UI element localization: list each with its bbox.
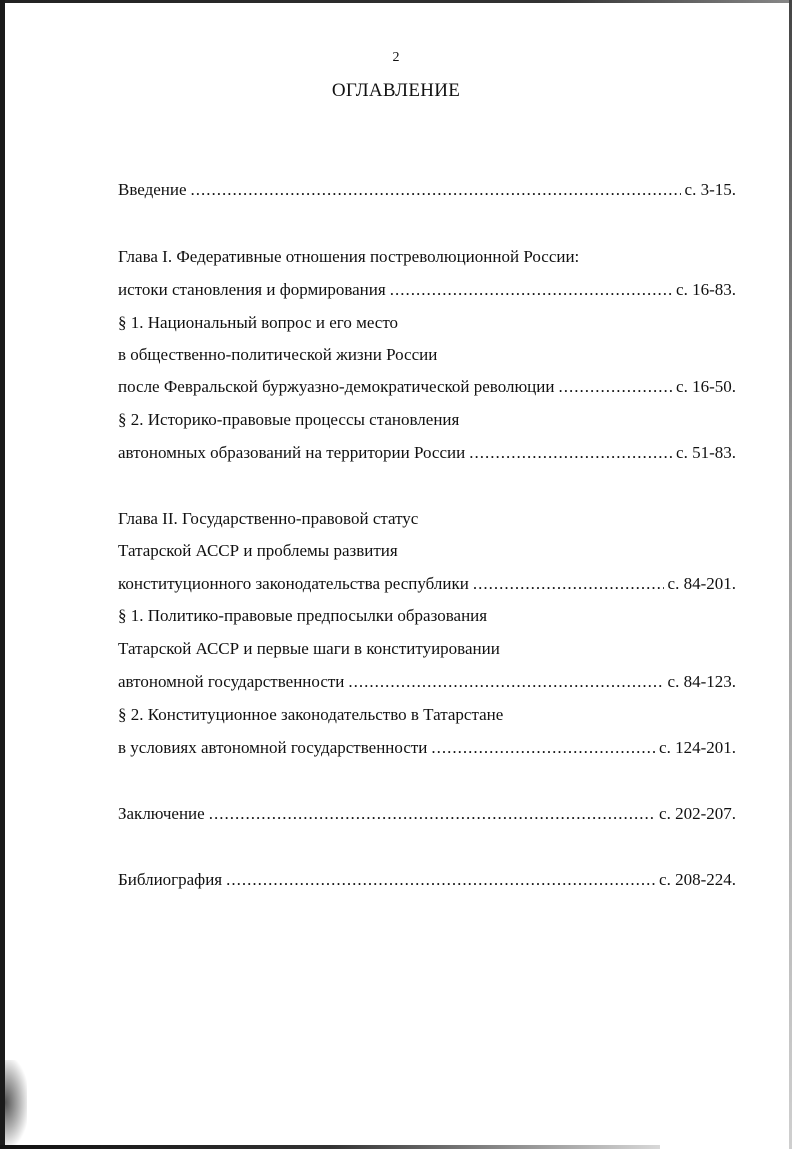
toc-ch1-s2-line2 bbox=[118, 441, 736, 465]
toc-entry-intro bbox=[118, 178, 736, 202]
toc-entry-pages: с. 84-123. bbox=[667, 672, 736, 691]
toc-entry-pages: с. 84-201. bbox=[667, 574, 736, 593]
scan-edge-left bbox=[0, 0, 5, 1149]
page-number: 2 bbox=[392, 50, 400, 65]
toc-entry-text: Введение bbox=[118, 180, 187, 199]
toc-entry-text: автономных образований на территории России bbox=[118, 443, 466, 462]
scan-edge-top bbox=[0, 0, 792, 3]
toc-entry-pages: с. 3-15. bbox=[684, 180, 736, 199]
toc-chapter1-line1: Глава I. Федеративные отношения постреволюционной России: bbox=[118, 247, 580, 266]
toc-leader-dots bbox=[473, 572, 664, 596]
toc-ch2-s1-line2: Татарской АССР и первые шаги в конституировании bbox=[118, 639, 500, 658]
toc-entry-text: в условиях автономной государственности bbox=[118, 738, 428, 757]
toc-ch1-s2-line1: § 2. Историко-правовые процессы становления bbox=[118, 410, 460, 429]
toc-entry-pages: с. 16-50. bbox=[676, 377, 736, 396]
toc-ch2-s1-line3 bbox=[118, 670, 736, 694]
scan-smudge bbox=[5, 1060, 27, 1145]
toc-ch1-s1-line3 bbox=[118, 375, 736, 399]
toc-entry-text: Библиография bbox=[118, 870, 223, 889]
page-title: ОГЛАВЛЕНИЕ bbox=[331, 80, 461, 101]
toc-ch1-s1-line1: § 1. Национальный вопрос и его место bbox=[118, 313, 399, 332]
toc-leader-dots bbox=[558, 375, 672, 399]
toc-entry-bibliography bbox=[118, 868, 736, 892]
toc-leader-dots bbox=[191, 178, 681, 202]
toc-chapter2-line2: Татарской АССР и проблемы развития bbox=[118, 541, 398, 560]
toc-entry-pages: с. 202-207. bbox=[659, 804, 736, 823]
toc-leader-dots bbox=[431, 736, 655, 760]
toc-leader-dots bbox=[226, 868, 655, 892]
toc-leader-dots bbox=[469, 441, 672, 465]
toc-entry-pages: с. 51-83. bbox=[676, 443, 736, 462]
toc-chapter1-line2 bbox=[118, 278, 736, 302]
toc-leader-dots bbox=[209, 802, 655, 826]
toc-chapter2-line1: Глава II. Государственно-правовой статус bbox=[118, 509, 419, 528]
toc-leader-dots bbox=[348, 670, 663, 694]
toc-entry-text: Заключение bbox=[118, 804, 205, 823]
toc-ch2-s2-line2 bbox=[118, 736, 736, 760]
toc-entry-text: после Февральской буржуазно-демократической революции bbox=[118, 377, 555, 396]
toc-leader-dots bbox=[390, 278, 672, 302]
toc-entry-pages: с. 208-224. bbox=[659, 870, 736, 889]
toc-entry-conclusion bbox=[118, 802, 736, 826]
toc-ch2-s1-line1: § 1. Политико-правовые предпосылки образования bbox=[118, 606, 488, 625]
toc-entry-pages: с. 124-201. bbox=[659, 738, 736, 757]
toc-entry-text: автономной государственности bbox=[118, 672, 345, 691]
toc-entry-text: истоки становления и формирования bbox=[118, 280, 386, 299]
toc-entry-text: конституционного законодательства республики bbox=[118, 574, 469, 593]
toc-entry-pages: с. 16-83. bbox=[676, 280, 736, 299]
toc-ch1-s1-line2: в общественно-политической жизни России bbox=[118, 345, 438, 364]
scan-edge-bottom bbox=[0, 1145, 660, 1149]
toc-chapter2-line3 bbox=[118, 572, 736, 596]
toc-ch2-s2-line1: § 2. Конституционное законодательство в Татарстане bbox=[118, 705, 504, 724]
